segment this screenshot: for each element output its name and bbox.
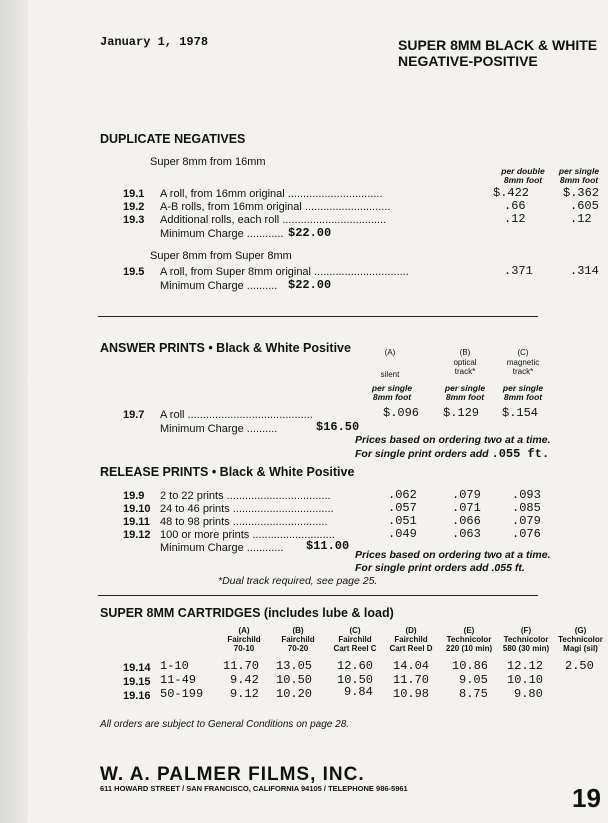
item-number: 19.1: [123, 188, 145, 200]
price-a: .051: [388, 514, 417, 528]
cart-col-e: (E) Technicolor 220 (10 min): [445, 626, 493, 653]
price-d: 14.04: [393, 659, 430, 673]
price-f: 12.12: [507, 659, 544, 673]
section-heading-duplicate-negatives: DUPLICATE NEGATIVES: [100, 132, 246, 146]
price-a: $.096: [383, 406, 420, 420]
section-heading-release-prints: RELEASE PRINTS • Black & White Positive: [100, 465, 355, 479]
price-d: 11.70: [393, 673, 430, 687]
page-title-line1: SUPER 8MM BLACK & WHITE: [398, 37, 598, 53]
price-d: 10.98: [393, 687, 430, 701]
minimum-charge-value: $22.00: [288, 226, 332, 240]
price-c: $.154: [502, 406, 539, 420]
item-label: A roll .........................................: [160, 409, 313, 421]
cart-col-f: (F) Technicolor 580 (30 min): [502, 626, 550, 653]
price-double: .12: [504, 212, 526, 226]
item-label: A roll, from Super 8mm original ...............................: [160, 266, 409, 278]
quantity-range: 50-199: [160, 687, 204, 701]
price-a: 9.42: [230, 673, 259, 687]
cart-col-g: (G) Technicolor Magi (sil): [558, 626, 603, 653]
price-g: 2.50: [565, 659, 594, 673]
footnote: *Dual track required, see page 25.: [218, 575, 378, 587]
item-number: 19.11: [123, 516, 150, 528]
col-unit-a: per single 8mm foot: [371, 383, 413, 402]
document-date: January 1, 1978: [100, 35, 209, 49]
price-single: .605: [570, 199, 599, 213]
item-number: 19.7: [123, 409, 145, 421]
col-header-single: per single 8mm foot: [558, 166, 600, 185]
price-a: .057: [388, 501, 417, 515]
section-heading-cartridges: SUPER 8MM CARTRIDGES (includes lube & load): [100, 606, 394, 620]
item-number: 19.2: [123, 201, 145, 213]
minimum-charge-value: $22.00: [288, 278, 332, 292]
section-heading-answer-prints: ANSWER PRINTS • Black & White Positive: [100, 341, 351, 355]
item-label: 100 or more prints ...........................: [160, 529, 335, 541]
price-b: 10.20: [276, 687, 313, 701]
company-name: W. A. PALMER FILMS, INC.: [100, 764, 365, 785]
answer-note-1: Prices based on ordering two at a time.: [355, 434, 551, 446]
price-a: .062: [388, 488, 417, 502]
general-conditions-note: All orders are subject to General Conditions on page 28.: [100, 719, 350, 730]
price-double: $.422: [493, 186, 530, 200]
item-number: 19.3: [123, 214, 145, 226]
price-single: $.362: [563, 186, 600, 200]
company-address: 611 HOWARD STREET / SAN FRANCISCO, CALIFORNIA 94105 / TELEPHONE 986-5961: [100, 784, 408, 793]
answer-note-2: For single print orders add .055 ft.: [355, 447, 550, 461]
col-unit-b: per single 8mm foot: [444, 383, 486, 402]
price-c: 9.84: [344, 685, 373, 699]
quantity-range: 1-10: [160, 659, 189, 673]
item-number: 19.10: [123, 503, 151, 515]
price-c: 10.50: [337, 673, 374, 687]
price-single: .12: [570, 212, 592, 226]
subsection-16mm: Super 8mm from 16mm: [150, 156, 266, 168]
cart-col-d: (D) Fairchild Cart Reel D: [389, 626, 433, 653]
divider: [98, 316, 538, 317]
price-c: .085: [512, 501, 541, 515]
col-letter-b: (B): [459, 348, 471, 357]
minimum-charge-value: $16.50: [316, 420, 360, 434]
item-label: Additional rolls, each roll ..................................: [160, 214, 387, 226]
price-b: .063: [452, 527, 481, 541]
item-number: 19.14: [123, 662, 151, 674]
col-header-double: per double 8mm foot: [501, 166, 545, 185]
release-note-1: Prices based on ordering two at a time.: [355, 549, 551, 561]
minimum-charge: Minimum Charge ............: [160, 228, 284, 240]
price-a: 11.70: [223, 659, 260, 673]
price-c: .076: [512, 527, 541, 541]
cart-col-c: (C) Fairchild Cart Reel C: [333, 626, 377, 653]
price-c: .093: [512, 488, 541, 502]
price-c: 12.60: [337, 659, 374, 673]
item-label: 2 to 22 prints ..................................: [160, 490, 331, 502]
page-number: 19: [572, 783, 601, 813]
price-b: .071: [452, 501, 481, 515]
cart-col-a: (A) Fairchild 70-10: [227, 626, 261, 653]
minimum-charge: Minimum Charge ............: [160, 542, 284, 554]
price-e: 10.86: [452, 659, 489, 673]
cart-col-b: (B) Fairchild 70-20: [281, 626, 315, 653]
item-label: 24 to 46 prints .................................: [160, 503, 334, 515]
price-e: 8.75: [459, 687, 488, 701]
minimum-charge: Minimum Charge ..........: [160, 423, 278, 435]
minimum-charge-value: $11.00: [306, 539, 350, 553]
col-unit-c: per single 8mm foot: [502, 383, 544, 402]
scan-edge: [0, 0, 28, 823]
item-label: 48 to 98 prints ...............................: [160, 516, 328, 528]
col-letter-c: (C): [517, 348, 529, 357]
col-letter-a: (A): [384, 348, 396, 357]
price-a: 9.12: [230, 687, 259, 701]
release-note-2: For single print orders add .055 ft.: [355, 562, 525, 574]
item-number: 19.15: [123, 676, 151, 688]
price-b: .066: [452, 514, 481, 528]
price-f: 10.10: [507, 673, 544, 687]
page-title: [398, 37, 603, 69]
price-b: 10.50: [276, 673, 313, 687]
minimum-charge: Minimum Charge ..........: [160, 280, 278, 292]
col-desc-c: magnetic track*: [506, 358, 540, 376]
price-single: .314: [570, 264, 599, 278]
page-title-line2: NEGATIVE-POSITIVE: [398, 53, 538, 69]
price-f: 9.80: [514, 687, 543, 701]
price-double: .66: [504, 199, 526, 213]
price-b: $.129: [443, 406, 480, 420]
col-desc-b: optical track*: [453, 358, 477, 376]
item-label: A roll, from 16mm original ...............................: [160, 188, 383, 200]
item-number: 19.5: [123, 266, 145, 278]
price-c: .079: [512, 514, 541, 528]
price-a: .049: [388, 527, 417, 541]
price-b: .079: [452, 488, 481, 502]
subsection-super8: Super 8mm from Super 8mm: [150, 250, 292, 262]
price-double: .371: [504, 264, 533, 278]
col-desc-a: silent: [380, 370, 400, 379]
price-b: 13.05: [276, 659, 313, 673]
item-label: A-B rolls, from 16mm original ............................: [160, 201, 391, 213]
item-number: 19.9: [123, 490, 145, 502]
item-number: 19.16: [123, 690, 151, 702]
item-number: 19.12: [123, 529, 151, 541]
divider: [98, 595, 538, 596]
price-e: 9.05: [459, 673, 488, 687]
quantity-range: 11-49: [160, 673, 197, 687]
